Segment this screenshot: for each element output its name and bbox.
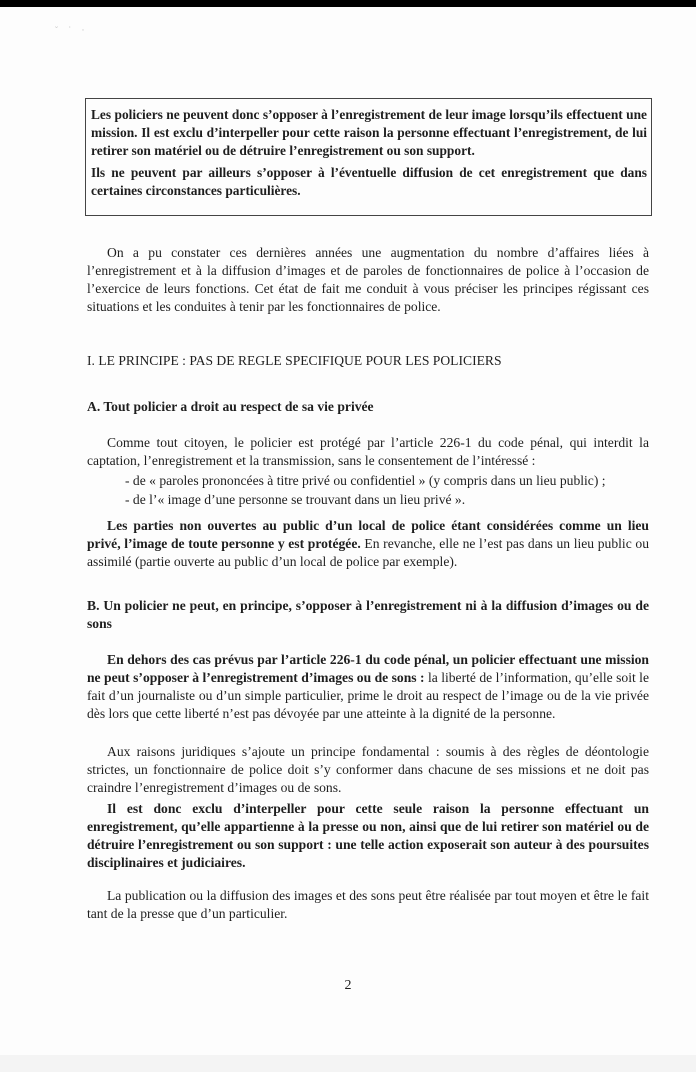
page-number: 2 xyxy=(344,978,352,993)
bottom-margin-strip xyxy=(0,1055,696,1072)
summary-box xyxy=(85,98,652,216)
summary-paragraph-2: Ils ne peuvent par ailleurs s’opposer à l’éventuelle diffusion de cet enregistrement que dans certaines circonstances particulières. xyxy=(91,165,647,199)
subsection-a-paragraph-2-rest: En revanche, elle ne l’est pas dans un lieu public ou assimilé (partie ouverte au public d’un local de police par exemple). xyxy=(87,535,649,569)
subsection-a-paragraph-2 xyxy=(87,517,649,571)
top-black-bar xyxy=(0,0,696,7)
intro-paragraph: On a pu constater ces dernières années une augmentation du nombre d’affaires liées à l’enregistrement et à la diffusion d’images et de paroles de fonctionnaires de police à l’occasion de l’exercice de leurs fonctions. Cet état de fait me conduit à vous préciser les principes régissant ces situations et les conduites à tenir par les fonctionnaires de police. xyxy=(87,245,649,314)
subsection-b-paragraph-4: La publication ou la diffusion des images et des sons peut être réalisée par tout moyen et être le fait tant de la presse que d’un particulier. xyxy=(87,888,649,921)
subsection-b-paragraph-1-bold: En dehors des cas prévus par l’article 226-1 du code pénal, un policier effectuant une mission ne peut s’opposer à l’enregistrement d’images ou de sons : xyxy=(87,652,649,685)
section-1-title: I. LE PRINCIPE : PAS DE REGLE SPECIFIQUE POUR LES POLICIERS xyxy=(87,353,502,368)
scan-specks: ˘ ˙ · xyxy=(55,25,89,35)
subsection-a-paragraph-2-bold: Les parties non ouvertes au public d’un local de police étant considérées comme un lieu privé, l’image de toute personne y est protégée. xyxy=(87,518,649,551)
bullet-item-2: - de l’« image d’une personne se trouvant dans un lieu privé ». xyxy=(125,492,466,507)
subsection-b-paragraph-3: Il est donc exclu d’interpeller pour cette seule raison la personne effectuant un enregistrement, qu’elle appartienne à la presse ou non, ainsi que de lui retirer son matériel ou de détruire l’enregistrement ou son support : une telle action exposerait son auteur à des poursuites disciplinaires et judiciaires. xyxy=(87,801,649,870)
subsection-b-paragraph-1 xyxy=(87,651,649,723)
summary-paragraph-1: Les policiers ne peuvent donc s’opposer à l’enregistrement de leur image lorsqu’ils effectuent une mission. Il est exclu d’interpeller pour cette raison la personne effectuant l’enregistrement, de lui retirer son matériel ou de détruire l’enregistrement ou son support. xyxy=(91,107,647,158)
subsection-b-paragraph-1-rest: la liberté de l’information, qu’elle soit le fait d’un journaliste ou d’un simple particulier, prime le droit au respect de l’image ou de la vie privée dès lors que cette liberté n’est pas dévoyée par une atteinte à la dignité de la personne. xyxy=(87,669,649,721)
bullet-item-1: - de « paroles prononcées à titre privé ou confidentiel » (y compris dans un lieu public) ; xyxy=(125,473,606,488)
subsection-b-title: B. Un policier ne peut, en principe, s’opposer à l’enregistrement ni à la diffusion d’images ou de sons xyxy=(87,598,649,631)
subsection-a-paragraph-1: Comme tout citoyen, le policier est protégé par l’article 226-1 du code pénal, qui interdit la captation, l’enregistrement et la transmission, sans le consentement de l’intéressé : xyxy=(87,435,649,468)
subsection-a-title: A. Tout policier a droit au respect de sa vie privée xyxy=(87,399,374,414)
subsection-b-paragraph-2: Aux raisons juridiques s’ajoute un principe fondamental : soumis à des règles de déontologie strictes, un fonctionnaire de police doit s’y conformer dans chacune de ses missions et ne doit pas craindre l’enregistrement d’images ou de sons. xyxy=(87,744,649,795)
